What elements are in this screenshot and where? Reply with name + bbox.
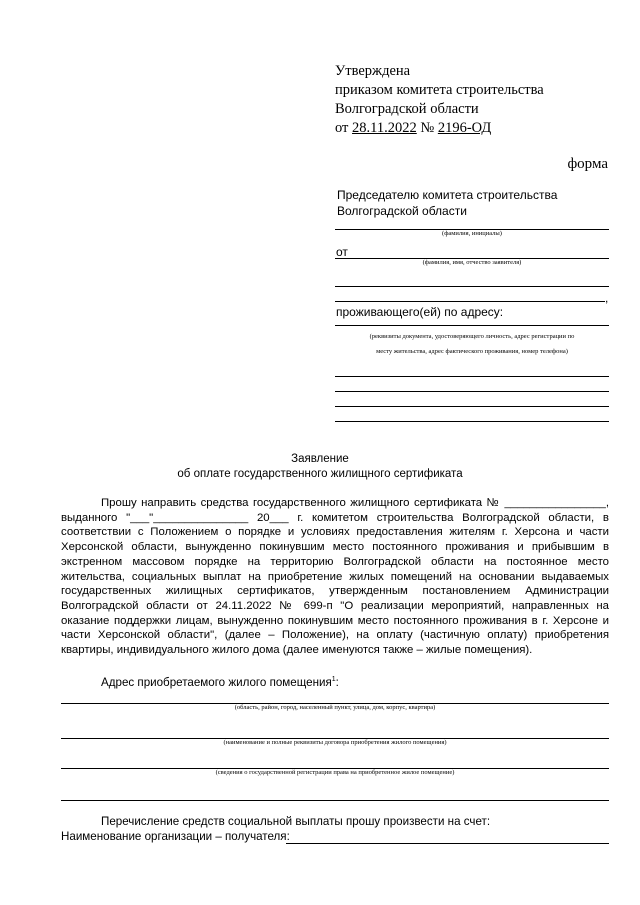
comma-mark: , <box>605 291 609 305</box>
hint-docs-1: (реквизиты документа, удостоверяющего личность, адрес регистрации по <box>369 333 575 340</box>
hint-name: (фамилия, инициалы) <box>442 230 502 237</box>
approval-number-prefix: № <box>420 120 435 136</box>
property-label-suffix: : <box>335 676 339 689</box>
approval-line-1: Утверждена <box>335 63 411 79</box>
org-underline <box>286 843 609 844</box>
address-line-1 <box>335 376 609 377</box>
from-label: от <box>336 245 348 259</box>
approval-line-3: Волгоградской области <box>335 101 479 117</box>
approval-date: 28.11.2022 <box>352 120 417 136</box>
document-title <box>0 452 640 482</box>
property-label-text: Адрес приобретаемого жилого помещения <box>101 676 332 689</box>
form-label: форма <box>567 156 608 172</box>
residing-underline <box>335 325 609 326</box>
hint-registration: (сведения о государственной регистрации права на приобретенное жилое помещение) <box>215 769 455 776</box>
approval-line-2: приказом комитета строительства <box>335 82 544 98</box>
addressee-heading <box>337 187 557 219</box>
footnote-mark: 1 <box>331 676 336 684</box>
addressee-line-1: Председателю комитета строительства <box>337 188 558 202</box>
transfer-line: Перечисление средств социальной выплаты прошу произвести на счет: <box>101 815 491 828</box>
approval-order-line <box>335 119 544 138</box>
hint-property-address: (область, район, город, населенный пункт, улица, дом, корпус, квартира) <box>234 704 436 711</box>
addressee-line-2: Волгоградской области <box>337 204 467 218</box>
hint-applicant: (фамилия, имя, отчество заявителя) <box>422 259 522 266</box>
applicant-line-3 <box>335 301 605 302</box>
approval-number: 2196-ОД <box>437 120 492 136</box>
registration-line-2 <box>61 800 609 801</box>
statement-body <box>61 496 609 658</box>
title-line-2: об оплате государственного жилищного сертификата <box>177 468 463 480</box>
statement-paragraph: Прошу направить средства государственного жилищного сертификата № ________________, выданного "___"_______________ 20___ г. комитетом строительства Волгоградской области, в соответствии с Положением о порядке и условиях предоставления жителям г. Херсона и части Херсонской области, вынужденно покинувшим место постоянного проживания и прибывшим в экстренном массовом порядке на территорию Волгоградской области на постоянное место жительства, социальных выплат на приобретение жилых помещений на основании выдаваемых государственных жилищных сертификатов, утвержденным постановлением Администрации Волгоградской области от 24.11.2022 № 699-п "О реализации мероприятий, направленных на оказание поддержки лицам, вынужденно покинувшим место постоянного проживания в г. Херсоне и части Херсонской области", (далее – Положение), на оплату (частичную оплату) приобретения квартиры, индивидуального жилого дома (далее именуются также – жилые помещения). <box>61 497 609 657</box>
address-line-4 <box>335 421 609 422</box>
address-line-2 <box>335 391 609 392</box>
applicant-line-2 <box>335 286 609 287</box>
address-line-3 <box>335 406 609 407</box>
property-address-label <box>101 676 339 689</box>
hint-contract: (наименование и полные реквизиты договора приобретения жилого помещения) <box>223 739 447 746</box>
title-line-1: Заявление <box>291 453 349 465</box>
hint-docs-2: месту жительства, адрес фактического проживания, номер телефона) <box>376 348 568 355</box>
residing-label: проживающего(ей) по адресу: <box>336 305 504 319</box>
approval-from-prefix: от <box>335 120 349 136</box>
org-label: Наименование организации – получателя: <box>61 830 290 843</box>
approval-block <box>335 62 544 138</box>
